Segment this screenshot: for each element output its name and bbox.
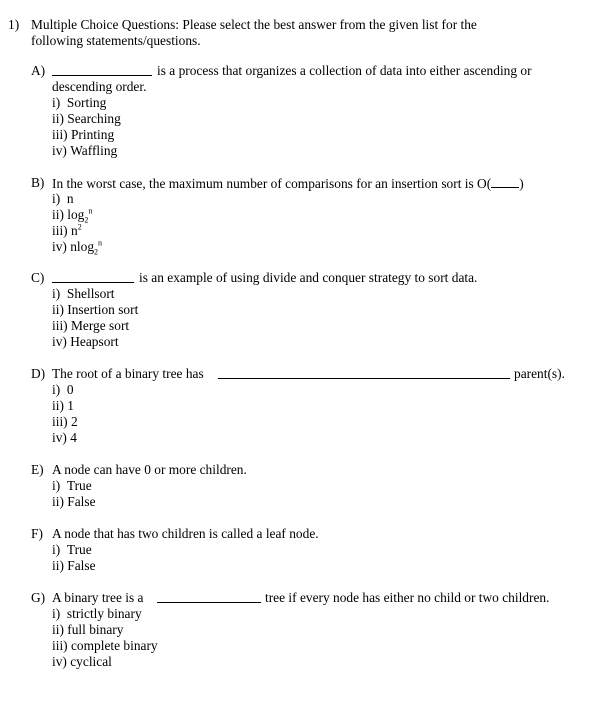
question-b-text: In the worst case, the maximum number of comparisons for an insertion sort is O( ) bbox=[52, 176, 524, 191]
question-d-option: i) 0 bbox=[52, 382, 74, 397]
question-g-option: ii) full binary bbox=[52, 622, 124, 637]
question-a-letter: A) bbox=[31, 63, 46, 78]
question-g-letter: G) bbox=[31, 590, 46, 605]
question-a-option: ii) Searching bbox=[52, 111, 121, 126]
question-d-option: iv) 4 bbox=[52, 430, 77, 445]
question-b-letter: B) bbox=[31, 175, 45, 190]
question-f-option: ii) False bbox=[52, 558, 96, 573]
question-g-option: iv) cyclical bbox=[52, 654, 112, 669]
question-b-option: iv) nlog$_2^n$ bbox=[52, 238, 103, 257]
question-d-letter: D) bbox=[31, 366, 46, 381]
question-c-blank bbox=[52, 270, 134, 287]
question-e-option: ii) False bbox=[52, 494, 96, 509]
question-f-option: i) True bbox=[52, 542, 92, 557]
question-d-blank bbox=[218, 366, 510, 383]
question-g-text: A binary tree is a bbox=[52, 590, 144, 605]
question-f-text: A node that has two children is called a leaf node. bbox=[52, 526, 319, 541]
instructions-line-2: following statements/questions. bbox=[31, 33, 201, 48]
question-g-text-after: tree if every node has either no child or two children. bbox=[265, 590, 550, 605]
question-e-text: A node can have 0 or more children. bbox=[52, 462, 247, 477]
question-g-blank bbox=[157, 590, 261, 607]
question-c-option: ii) Insertion sort bbox=[52, 302, 139, 317]
question-a-text-cont: descending order. bbox=[52, 79, 147, 94]
question-number: 1) bbox=[8, 17, 20, 32]
question-a-option: iv) Waffling bbox=[52, 143, 118, 158]
question-c-option: i) Shellsort bbox=[52, 286, 115, 301]
instructions-line-1: Multiple Choice Questions: Please select the best answer from the given list for the bbox=[31, 17, 477, 32]
question-b-option: ii) $\log_2^n$ bbox=[52, 206, 93, 225]
question-e-letter: E) bbox=[31, 462, 44, 477]
question-d-text-after: parent(s). bbox=[514, 366, 565, 381]
question-d-text: The root of a binary tree has bbox=[52, 366, 204, 381]
question-e-option: i) True bbox=[52, 478, 92, 493]
question-a-blank bbox=[52, 63, 152, 80]
question-b-option: i) n bbox=[52, 191, 74, 206]
question-c-text: is an example of using divide and conquer strategy to sort data. bbox=[139, 270, 478, 285]
question-c-letter: C) bbox=[31, 270, 45, 285]
question-a-option: i) Sorting bbox=[52, 95, 107, 110]
question-a-text: is a process that organizes a collection of data into either ascending or bbox=[157, 63, 532, 78]
question-d-option: ii) 1 bbox=[52, 398, 74, 413]
question-f-letter: F) bbox=[31, 526, 43, 541]
question-g-option: iii) complete binary bbox=[52, 638, 158, 653]
question-d-option: iii) 2 bbox=[52, 414, 78, 429]
question-a-option: iii) Printing bbox=[52, 127, 115, 142]
question-b-option: iii) $n^2$ bbox=[52, 222, 82, 238]
question-c-option: iv) Heapsort bbox=[52, 334, 119, 349]
question-c-option: iii) Merge sort bbox=[52, 318, 130, 333]
question-g-option: i) strictly binary bbox=[52, 606, 142, 621]
